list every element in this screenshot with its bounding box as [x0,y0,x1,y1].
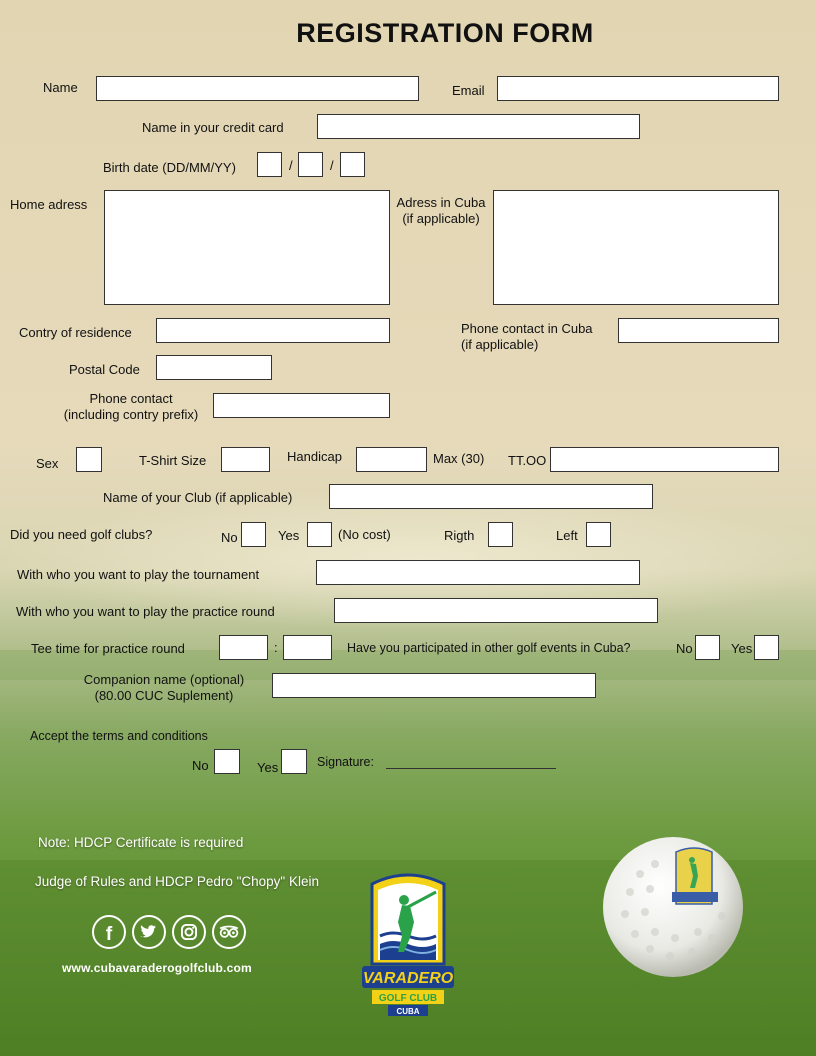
practice-partner-field[interactable] [334,598,658,623]
credit-card-name-field[interactable] [317,114,640,139]
instagram-icon[interactable] [172,915,206,949]
birth-year-field[interactable] [340,152,365,177]
tt-field[interactable] [550,447,779,472]
sex-field[interactable] [76,447,102,472]
twitter-icon[interactable] [132,915,166,949]
tt-label: TT.OO [508,453,547,468]
phone-cuba-field[interactable] [618,318,779,343]
golf-clubs-no-label: No [221,530,238,545]
home-address-label: Home adress [10,197,88,212]
logo-subtitle: GOLF CLUB [378,993,438,1004]
tripadvisor-icon[interactable] [212,915,246,949]
club-name-field[interactable] [329,484,653,509]
signature-label: Signature: [317,755,374,769]
hdcp-note: Note: HDCP Certificate is required [38,835,244,850]
participated-no-checkbox[interactable] [695,635,720,660]
handicap-label: Handicap [287,449,342,464]
name-field[interactable] [96,76,419,101]
birth-date-label: Birth date (DD/MM/YY) [103,160,236,175]
golf-clubs-label: Did you need golf clubs? [10,527,153,542]
participated-no-label: No [676,641,693,656]
birth-date-separator: / [330,158,334,173]
tee-time-hour-field[interactable] [219,635,268,660]
left-hand-label: Left [556,528,578,543]
phone-cuba-label: Phone contact in Cuba (if applicable) [461,321,593,352]
tee-time-label: Tee time for practice round [31,641,185,656]
right-hand-label: Rigth [444,528,475,543]
tshirt-size-label: T-Shirt Size [139,453,207,468]
credit-card-name-label: Name in your credit card [142,120,284,135]
sex-label: Sex [36,456,59,471]
golf-clubs-yes-label: Yes [278,528,300,543]
email-label: Email [452,83,485,98]
birth-date-separator: / [289,158,293,173]
participated-yes-checkbox[interactable] [754,635,779,660]
birth-month-field[interactable] [298,152,323,177]
club-name-label: Name of your Club (if applicable) [103,490,293,505]
tshirt-size-field[interactable] [221,447,270,472]
terms-yes-checkbox[interactable] [281,749,307,774]
facebook-icon[interactable] [92,915,126,949]
companion-label: Companion name (optional) (80.00 CUC Suplement) [83,672,245,703]
participated-yes-label: Yes [731,641,753,656]
participated-label: Have you participated in other golf events in Cuba? [347,641,631,655]
name-label: Name [43,80,78,95]
practice-partner-label: With who you want to play the practice round [16,604,275,619]
tournament-partner-field[interactable] [316,560,640,585]
email-field[interactable] [497,76,779,101]
logo-country: CUBA [396,1007,420,1016]
handicap-max-label: Max (30) [433,451,485,466]
terms-no-label: No [192,758,209,773]
phone-contact-label: Phone contact (including contry prefix) [63,391,199,422]
accept-terms-label: Accept the terms and conditions [30,729,208,743]
judge-note: Judge of Rules and HDCP Pedro "Chopy" Klein [35,874,319,889]
logo-brand: VARADERO [362,970,454,987]
svg-text:f: f [105,922,113,945]
signature-line[interactable] [386,768,556,769]
birth-day-field[interactable] [257,152,282,177]
left-hand-checkbox[interactable] [586,522,611,547]
tournament-partner-label: With who you want to play the tournament [17,567,260,582]
postal-code-field[interactable] [156,355,272,380]
form-title: REGISTRATION FORM [296,18,594,48]
terms-yes-label: Yes [257,760,279,775]
golf-ball-image [600,834,746,980]
cuba-address-field[interactable] [493,190,779,305]
companion-field[interactable] [272,673,596,698]
varadero-golf-club-logo [358,872,458,1020]
tee-time-minute-field[interactable] [283,635,332,660]
terms-no-checkbox[interactable] [214,749,240,774]
country-label: Contry of residence [19,325,132,340]
golf-clubs-no-checkbox[interactable] [241,522,266,547]
no-cost-label: (No cost) [338,527,391,542]
right-hand-checkbox[interactable] [488,522,513,547]
handicap-field[interactable] [356,447,427,472]
home-address-field[interactable] [104,190,390,305]
country-field[interactable] [156,318,390,343]
phone-contact-field[interactable] [213,393,390,418]
postal-code-label: Postal Code [69,362,140,377]
website-link[interactable]: www.cubavaraderogolfclub.com [62,961,252,975]
tee-time-separator: : [274,640,278,655]
golf-clubs-yes-checkbox[interactable] [307,522,332,547]
cuba-address-label: Adress in Cuba (if applicable) [396,195,486,226]
